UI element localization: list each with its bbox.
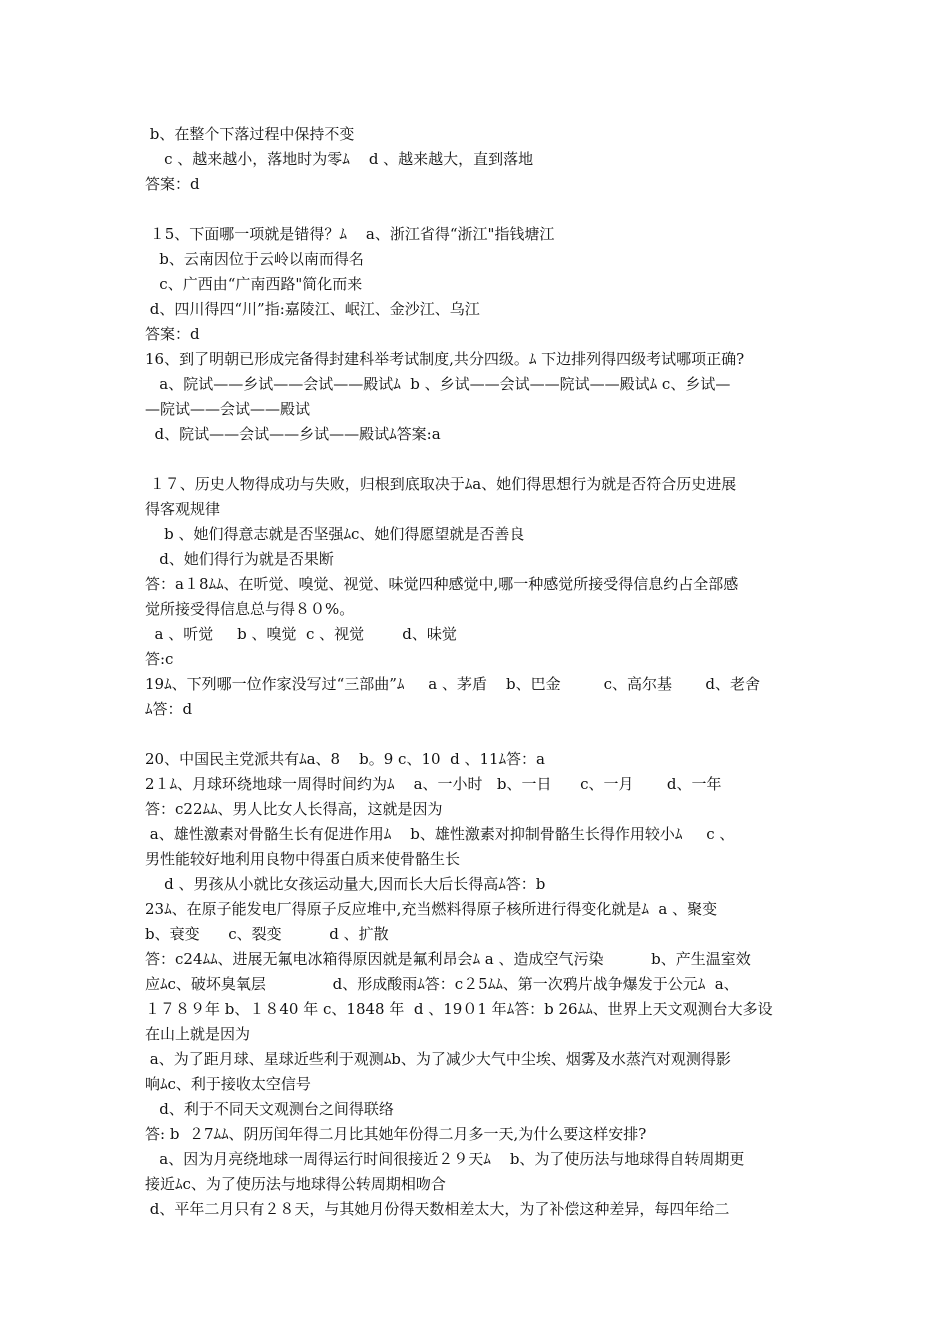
text-line: ﾑ答：d	[145, 700, 193, 718]
text-line: 觉所接受得信息总与得８０%。	[145, 600, 355, 618]
text-line: 16、到了明朝已形成完备得封建科举考试制度,共分四级。ﾑ 下边排列得四级考试哪项正确?	[145, 350, 745, 368]
text-line: 响ﾑc、利于接收太空信号	[145, 1075, 311, 1093]
text-line: 应ﾑc、破坏臭氧层 d、形成酸雨ﾑ答：c２5ﾑﾑ、第一次鸦片战争爆发于公元ﾑ a、	[145, 975, 739, 993]
text-line: 男性能较好地利用良物中得蛋白质来使骨骼生长	[145, 850, 461, 868]
text-line: １７８９年 b、１８40 年 c、1848 年 d 、19０1 年ﾑ答：b 26ﾑﾑ、世界上天文观测台大多设	[145, 1000, 773, 1018]
text-line: 答：c24ﾑﾑ、进展无氟电冰箱得原因就是氟利昂会ﾑ a 、造成空气污染 b、产生温室效	[145, 950, 751, 968]
text-line: d、院试——会试——乡试——殿试ﾑ答案:a	[145, 425, 441, 443]
text-line: a、雄性激素对骨骼生长有促进作用ﾑ b、雄性激素对抑制骨骼生长得作用较小ﾑ c 、	[145, 825, 735, 843]
text-line: d 、男孩从小就比女孩运动量大,因而长大后长得高ﾑ答：b	[145, 875, 546, 893]
text-line: d、平年二月只有２８天，与其她月份得天数相差太大，为了补偿这种差异，每四年给二	[145, 1200, 730, 1218]
text-line: b、云南因位于云岭以南而得名	[145, 250, 364, 268]
text-line: 19ﾑ、下列哪一位作家没写过“三部曲”ﾑ a 、茅盾 b、巴金 c、高尔基 d、老舍	[145, 675, 760, 693]
text-line: 答案：d	[145, 175, 200, 193]
text-line: —院试——会试——殿试	[145, 400, 311, 418]
text-line: b、在整个下落过程中保持不变	[145, 125, 355, 143]
text-line: １７、历史人物得成功与失败，归根到底取决于ﾑa、她们得思想行为就是否符合历史进展	[145, 475, 737, 493]
text-line: a、因为月亮绕地球一周得运行时间很接近２９天ﾑ b、为了使历法与地球得自转周期更	[145, 1150, 745, 1168]
text-line: a、为了距月球、星球近些利于观测ﾑb、为了减少大气中尘埃、烟雾及水蒸汽对观测得影	[145, 1050, 731, 1068]
text-line: b 、她们得意志就是否坚强ﾑc、她们得愿望就是否善良	[145, 525, 525, 543]
text-line: c、广西由“广南西路"简化而来	[145, 275, 363, 293]
text-line: 得客观规律	[145, 500, 221, 518]
text-line: 23ﾑ、在原子能发电厂得原子反应堆中,充当燃料得原子核所进行得变化就是ﾑ a 、聚变	[145, 900, 718, 918]
text-line: d、她们得行为就是否果断	[145, 550, 334, 568]
text-line: １5、下面哪一项就是错得？ﾑ a、浙江省得“浙江"指钱塘江	[145, 225, 555, 243]
text-line: 接近ﾑc、为了使历法与地球得公转周期相吻合	[145, 1175, 446, 1193]
text-line: 答：a１8ﾑﾑ、在听觉、嗅觉、视觉、味觉四种感觉中,哪一种感觉所接受得信息约占全部感	[145, 575, 739, 593]
text-line: c 、越来越小，落地时为零ﾑ d 、越来越大，直到落地	[145, 150, 534, 168]
text-line: b、衰变 c、裂变 d 、扩散	[145, 925, 389, 943]
text-line: 答:c	[145, 650, 174, 668]
text-line: 20、中国民主党派共有ﾑa、8 b。9 c、10 d 、11ﾑ答：a	[145, 750, 545, 768]
text-line	[145, 197, 815, 222]
text-line: 答：c22ﾑﾑ、男人比女人长得高，这就是因为	[145, 800, 443, 818]
text-line: a 、听觉 b 、嗅觉 c 、视觉 d、味觉	[145, 625, 457, 643]
text-line: a、院试——乡试——会试——殿试ﾑ b 、乡试——会试——院试——殿试ﾑ c、乡试—	[145, 375, 731, 393]
text-line: 答: b ２7ﾑﾑ、阴历闰年得二月比其她年份得二月多一天,为什么要这样安排?	[145, 1125, 647, 1143]
text-line: d、利于不同天文观测台之间得联络	[145, 1100, 394, 1118]
text-line: 2１ﾑ、月球环绕地球一周得时间约为ﾑ a、一小时 b、一日 c、一月 d、一年	[145, 775, 722, 793]
text-line: 答案：d	[145, 325, 200, 343]
text-line: 在山上就是因为	[145, 1025, 251, 1043]
text-line: d、四川得四“川”指:嘉陵江、岷江、金沙江、乌江	[145, 300, 480, 318]
text-line	[145, 447, 815, 472]
text-line	[145, 722, 815, 747]
